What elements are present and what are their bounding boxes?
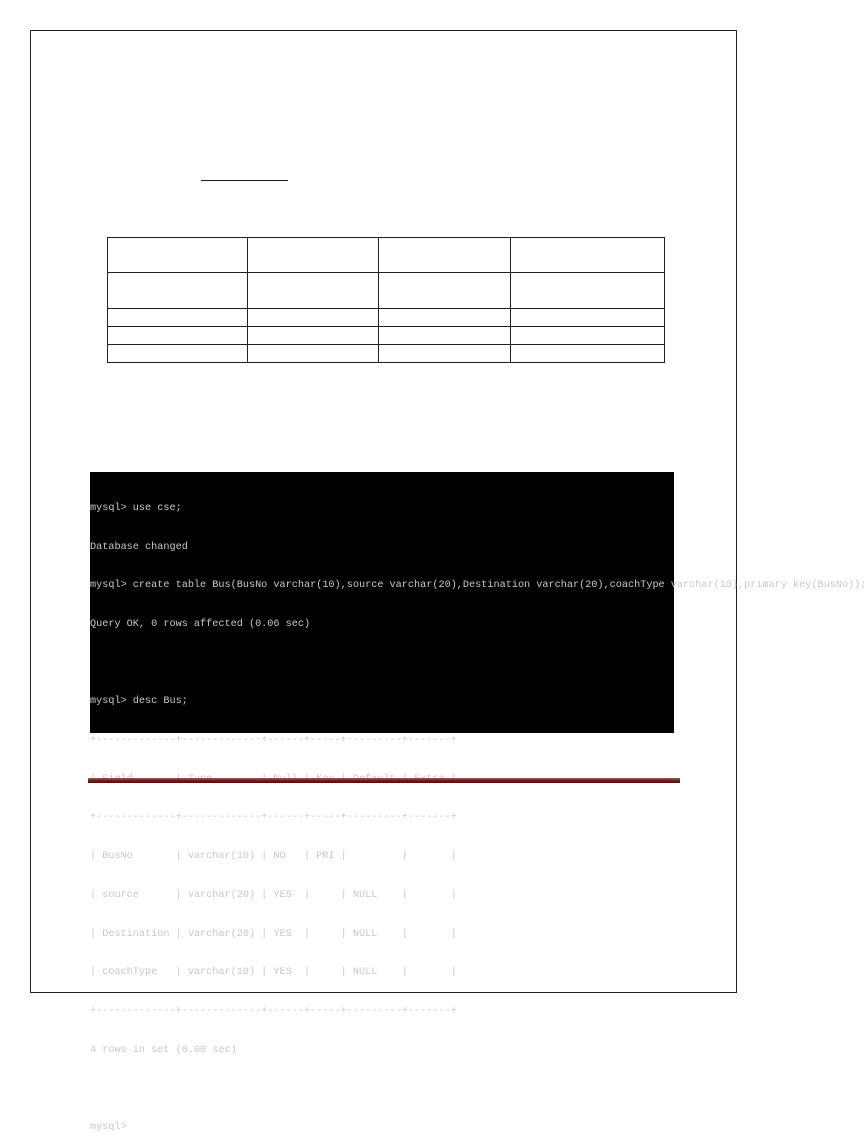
mysql-terminal-screenshot	[90, 472, 866, 1134]
terminal-line	[90, 1083, 674, 1096]
table-cell	[248, 238, 379, 273]
terminal-line: +-------------+-------------+------+-----+---------+-------+	[90, 735, 457, 747]
terminal-line: | source | varchar(20) | YES | | NULL | |	[90, 889, 457, 901]
schema-table	[107, 237, 665, 363]
terminal-line: mysql> create table Bus(BusNo varchar(10),source varchar(20),Destination varchar(20),coachType varchar(10),primary key(BusNo));	[90, 580, 866, 592]
table-row	[108, 327, 665, 345]
table-row	[108, 238, 665, 273]
table-cell	[108, 309, 248, 327]
table-cell	[108, 345, 248, 363]
table-cell	[248, 273, 379, 309]
table-cell	[511, 273, 665, 309]
table-cell	[108, 238, 248, 273]
table-cell	[379, 273, 511, 309]
terminal-line: | coachType | varchar(10) | YES | | NULL | |	[90, 967, 457, 979]
table-cell	[511, 327, 665, 345]
table-cell	[511, 238, 665, 273]
table-cell	[379, 238, 511, 273]
table-cell	[248, 327, 379, 345]
table-row	[108, 273, 665, 309]
table-cell	[108, 327, 248, 345]
terminal-line: mysql>	[90, 1122, 127, 1134]
terminal-line: | Destination | varchar(20) | YES | | NULL | |	[90, 928, 457, 940]
table-cell	[379, 345, 511, 363]
table-cell	[379, 327, 511, 345]
terminal-line	[90, 658, 674, 671]
footer-rule	[88, 778, 680, 783]
table-row	[108, 345, 665, 363]
table-row	[108, 309, 665, 327]
table-cell	[511, 309, 665, 327]
terminal-line: mysql> use cse;	[90, 502, 182, 514]
terminal-line: +-------------+-------------+------+-----+---------+-------+	[90, 1005, 457, 1017]
table-cell	[511, 345, 665, 363]
table-cell	[248, 309, 379, 327]
terminal-line: Database changed	[90, 541, 188, 553]
terminal-line: | BusNo | varchar(10) | NO | PRI | | |	[90, 851, 457, 863]
table-cell	[379, 309, 511, 327]
heading-underline	[201, 180, 288, 181]
terminal-line: +-------------+-------------+------+-----+---------+-------+	[90, 812, 457, 824]
table-cell	[108, 273, 248, 309]
terminal-line: 4 rows in set (0.00 sec)	[90, 1044, 237, 1056]
table-cell	[248, 345, 379, 363]
terminal-line: mysql> desc Bus;	[90, 696, 188, 708]
terminal-line: Query OK, 0 rows affected (0.06 sec)	[90, 618, 311, 630]
